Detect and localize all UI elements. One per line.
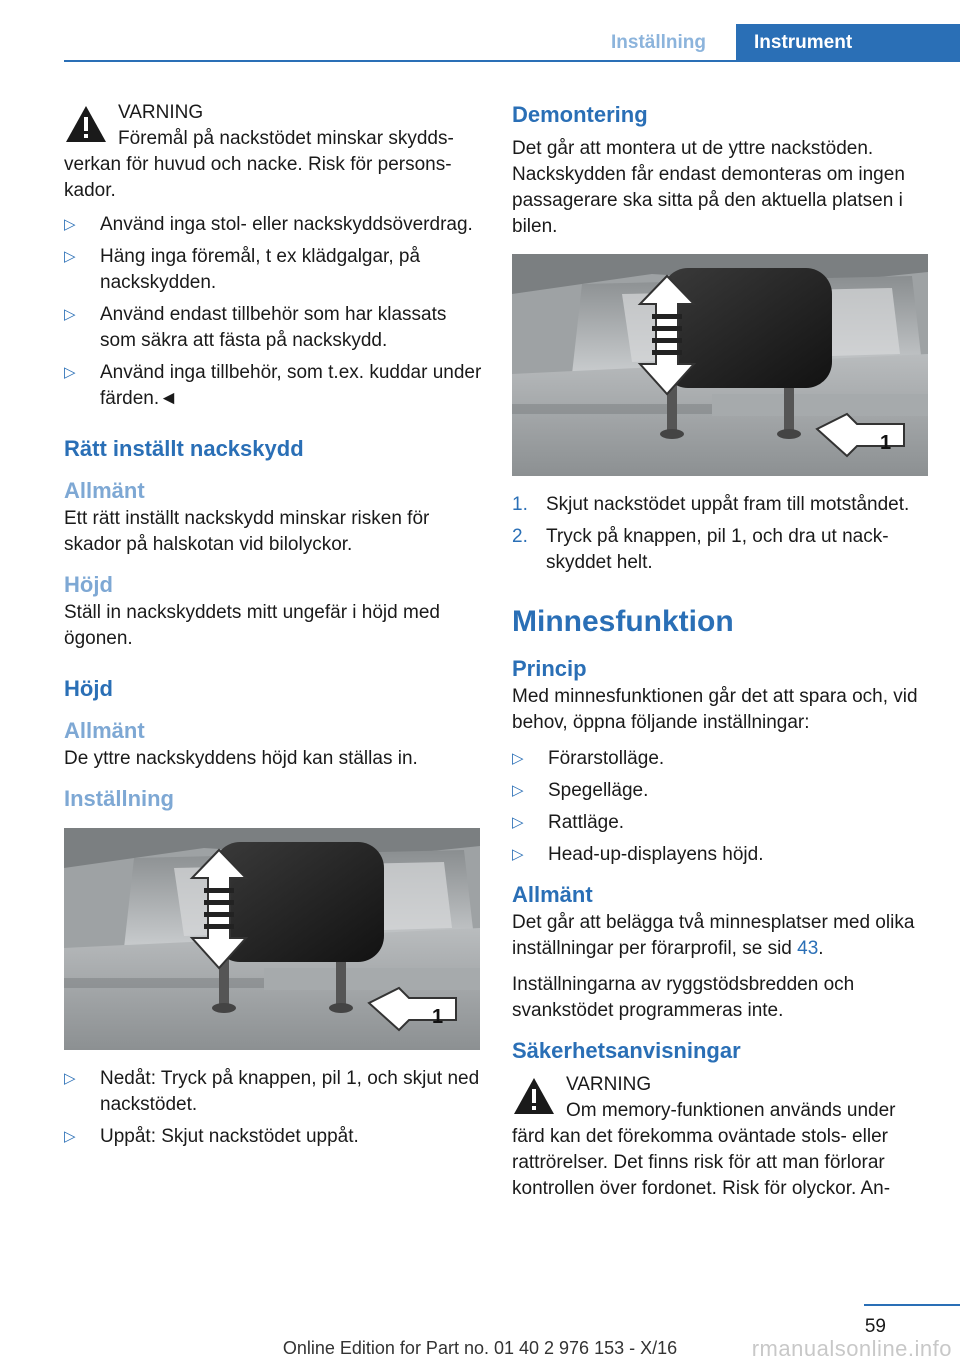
warning-box bbox=[64, 100, 482, 204]
warning-label: VARNING bbox=[566, 1074, 652, 1095]
warning-list bbox=[64, 212, 482, 412]
page-number: 59 bbox=[864, 1316, 886, 1337]
triangle-bullet-icon: ▷ bbox=[64, 364, 76, 381]
paragraph: Med minnesfunktionen går det att spara och, vid behov, öppna följande inställningar: bbox=[512, 686, 918, 733]
triangle-bullet-icon: ▷ bbox=[64, 1070, 76, 1087]
heading-sakerhetsanvisningar: Säkerhetsanvisningar bbox=[512, 1038, 741, 1063]
heading-demontering: Demontering bbox=[512, 102, 648, 127]
list-item: ▷ Förarstolläge. bbox=[512, 746, 928, 772]
triangle-bullet-icon: ▷ bbox=[512, 814, 524, 831]
site-watermark: rmanualsonline.info bbox=[751, 1336, 952, 1361]
headrest-photo-image bbox=[64, 828, 480, 1050]
right-column bbox=[512, 100, 928, 1210]
photo-callout-number: 1 bbox=[432, 1006, 444, 1028]
photo-callout-number: 1 bbox=[880, 432, 892, 454]
list-item: ▷ Häng inga föremål, t ex klädgalgar, på nackskydden. bbox=[64, 246, 421, 293]
footer-rule bbox=[864, 1304, 960, 1306]
heading-allmant: Allmänt bbox=[64, 478, 145, 503]
triangle-bullet-icon: ▷ bbox=[512, 750, 524, 767]
warning-text: Föremål på nackstödet minskar skyddsverkan för huvud och nacke. Risk för personskador. bbox=[64, 128, 454, 201]
heading-minnesfunktion: Minnesfunktion bbox=[512, 605, 734, 638]
headrest-photo-image bbox=[512, 254, 928, 476]
headrest-removal-photo bbox=[512, 254, 928, 476]
list-item: ▷ Använd endast tillbehör som har klassats som säkra att fästa på nackskydd. bbox=[64, 304, 447, 351]
heading-hojd-sub: Höjd bbox=[64, 572, 113, 597]
list-item: ▷ Uppåt: Skjut nackstödet uppåt. bbox=[64, 1124, 482, 1150]
headrest-adjust-photo bbox=[64, 828, 482, 1050]
triangle-bullet-icon: ▷ bbox=[64, 1128, 76, 1145]
edition-text: Online Edition for Part no. 01 40 2 976 153 - X/16 bbox=[282, 1338, 678, 1358]
heading-ratt-installt: Rätt inställt nackskydd bbox=[64, 436, 304, 461]
triangle-bullet-icon: ▷ bbox=[512, 782, 524, 799]
paragraph: Ställ in nackskyddets mitt ungefär i höjd med ögonen. bbox=[64, 602, 440, 649]
list-item: ▷ Nedåt: Tryck på knappen, pil 1, och skjut ned nackstödet. bbox=[64, 1068, 480, 1115]
paragraph: Inställningarna av ryggstödsbredden och svankstödet programmeras inte. bbox=[512, 974, 855, 1021]
page-reference-link[interactable]: 43 bbox=[797, 938, 819, 959]
warning-label: VARNING bbox=[118, 102, 204, 123]
list-item: 2. Tryck på knappen, pil 1, och dra ut nackskyddet helt. bbox=[512, 526, 889, 573]
list-item: 1. Skjut nackstödet uppåt fram till motståndet. bbox=[512, 494, 910, 515]
paragraph: De yttre nackskyddens höjd kan ställas in. bbox=[64, 748, 418, 769]
left-column bbox=[64, 100, 482, 1156]
triangle-bullet-icon: ▷ bbox=[64, 216, 76, 233]
warning-triangle-icon bbox=[512, 1076, 556, 1116]
list-item: ▷ Använd inga tillbehör, som t.ex. kuddar under färden.◄ bbox=[64, 362, 482, 409]
list-item: ▷ Spegelläge. bbox=[512, 778, 928, 804]
paragraph: Det går att belägga två minnesplatser med olika inställningar per förarprofil, se sid 43. bbox=[512, 912, 915, 959]
heading-hojd: Höjd bbox=[64, 676, 113, 701]
list-item: ▷ Använd inga stol- eller nackskyddsöverdrag. bbox=[64, 212, 482, 238]
section-tab-instrument: Instrument bbox=[736, 24, 960, 62]
memory-settings-list bbox=[512, 746, 928, 868]
warning-triangle-icon bbox=[64, 104, 108, 144]
header-rule bbox=[64, 60, 960, 62]
paragraph: Det går att montera ut de yttre nackstöden. Nackskydden får endast demonteras om ingen passagerare ska sitta på den aktuella platsen i bilen. bbox=[512, 138, 905, 237]
adjust-list bbox=[64, 1066, 482, 1150]
section-tab-installning: Inställning bbox=[611, 32, 706, 53]
heading-installning: Inställning bbox=[64, 786, 174, 811]
page-header bbox=[64, 24, 960, 62]
page-footer bbox=[0, 1300, 960, 1362]
heading-allmant: Allmänt bbox=[512, 882, 593, 907]
heading-allmant: Allmänt bbox=[64, 718, 145, 743]
warning-box bbox=[512, 1072, 928, 1202]
triangle-bullet-icon: ▷ bbox=[512, 846, 524, 863]
heading-princip: Princip bbox=[512, 656, 587, 681]
warning-text: Om memory-funktionen används under färd kan det förekomma oväntade stols- eller rattrörelser. Det finns risk för att man förlorar kontrollen över fordonet. Risk för olyckor. An- bbox=[512, 1100, 896, 1199]
list-item: ▷ Head-up-displayens höjd. bbox=[512, 842, 928, 868]
triangle-bullet-icon: ▷ bbox=[64, 248, 76, 265]
triangle-bullet-icon: ▷ bbox=[64, 306, 76, 323]
removal-steps bbox=[512, 492, 928, 576]
paragraph: Ett rätt inställt nackskydd minskar risken för skador på halskotan vid bilolyckor. bbox=[64, 508, 430, 555]
list-item: ▷ Rattläge. bbox=[512, 810, 928, 836]
